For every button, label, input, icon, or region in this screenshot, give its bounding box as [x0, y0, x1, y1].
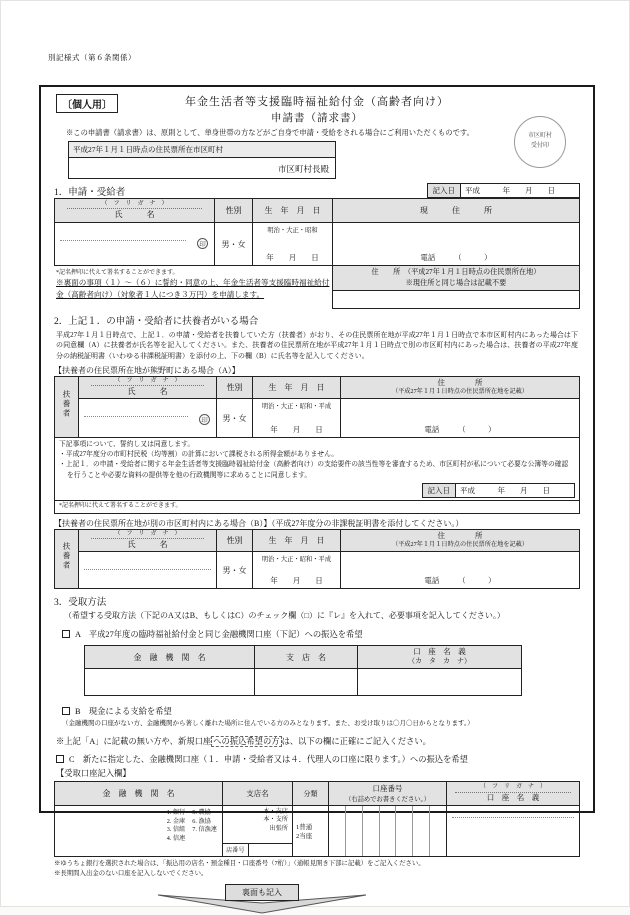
address-header-line2: （平成27年１月１日時点の住民票所在地を記載） [391, 388, 529, 396]
account-digit-grid [329, 806, 446, 856]
dormant-account-note: ※長期間入出金のない口座を記入しないでください。 [54, 870, 208, 878]
category-field[interactable] [293, 806, 329, 857]
account-no-line2: （右詰めでお書きください。） [344, 796, 430, 804]
account-digit-cell[interactable] [346, 806, 363, 856]
bank-type-6: 6. 漁協 [192, 817, 211, 825]
section1-header-row [54, 183, 580, 198]
birth-header: 生 年 月 日 [253, 199, 333, 223]
note-post: は、以下の欄に正確にご記入ください。 [281, 737, 431, 747]
bank-name-field[interactable] [55, 806, 223, 857]
category-ordinary: 1普通 [296, 824, 313, 832]
section3-intro: （希望する受取方法（下記のA又はB、もしくはC）のチェック欄（□）に『レ』を入れて、必要事項を記入してください。） [64, 611, 505, 621]
furigana-line [84, 569, 211, 570]
bottom-notes [54, 859, 580, 879]
gender-header: 性別 [217, 530, 253, 552]
furigana-line [84, 416, 188, 417]
phone-label: 電話 （ ） [424, 425, 496, 435]
bank-name-header: 金 融 機 関 名 [85, 646, 255, 669]
account-digit-cell[interactable] [430, 806, 446, 856]
registered-address-note: ※現住所と同じ場合は記載不要 [405, 278, 507, 287]
checkbox-a-icon[interactable] [62, 630, 70, 638]
account-no-line1: 口座番号 [372, 784, 403, 794]
dependentA-birth-field[interactable] [253, 399, 341, 438]
furigana-label: （ フ リ ガ ナ ） [455, 784, 571, 793]
holder-label: 口 座 名 義 [486, 792, 540, 802]
account-digit-cell[interactable] [380, 806, 397, 856]
dependent-row-label: 扶養者 [55, 530, 79, 589]
optionB-row [62, 705, 580, 717]
category-current: 2当座 [296, 833, 313, 841]
dependent-row-label: 扶養者 [55, 377, 79, 438]
bank-type-1: 1. 銀行 [166, 809, 186, 817]
branch-type-1: 本・支店 [263, 808, 288, 816]
form-header [54, 92, 580, 179]
optionA-branch-name-field[interactable] [255, 669, 358, 696]
branch-type-options [223, 806, 292, 843]
name-label: 氏 名 [127, 540, 168, 550]
addressee-box-label: 平成27年１月１日時点の住民票所在市区町村 [69, 142, 335, 158]
branch-type-3: 出張所 [269, 824, 288, 832]
entry-date-row [59, 483, 575, 498]
bank-name-header: 金 融 機 関 名 [55, 782, 223, 806]
new-account-note [56, 735, 580, 747]
section1-heading: 1．申請・受給者 [54, 188, 126, 198]
section3-heading: 3．受取方法 [54, 598, 107, 609]
yucho-note: ※ゆうちょ銀行を選択された場合は、「振込用の店名・預金種目・口座番号（7桁）」（通帳見開き下部に記載）をご記入ください。 [54, 860, 425, 868]
personal-use-badge: 〔個人用〕 [56, 94, 118, 113]
dependentB-birth-field[interactable] [253, 552, 341, 589]
name-header [79, 530, 217, 552]
addressee-field[interactable]: 市区町村長殿 [277, 164, 329, 174]
dependentB-name-field[interactable] [79, 552, 217, 589]
entry-date-box [427, 183, 581, 198]
furigana-line [452, 817, 574, 818]
address-header-line1: 住 所 [437, 378, 483, 388]
dependentB-address-field[interactable] [341, 552, 580, 589]
applicant-name-field[interactable] [55, 223, 215, 266]
optionC-row [56, 753, 580, 765]
holder-label-line2: （カ タ カ ナ） [408, 657, 471, 666]
era-options: 明治・大正・昭和・平成 [261, 556, 332, 564]
pledge-block [54, 438, 580, 514]
phone-label: 電話 （ ） [420, 253, 492, 262]
dependentB-gender-field[interactable]: 男・女 [217, 552, 253, 589]
applicant-gender-field[interactable]: 男・女 [215, 223, 253, 266]
birth-header: 生 年 月 日 [253, 377, 341, 399]
optionB-note: （金融機関の口座がない方、金融機関から著しく離れた場所に住んでいる方のみとなります。また、お受け取りは〇月〇日からとなります。） [62, 720, 474, 728]
bank-type-5: 5. 農協 [192, 809, 211, 817]
furigana-label: （ フ リ ガ ナ ） [91, 378, 204, 387]
date-ymd: 年 月 日 [270, 425, 323, 435]
dependentA-gender-field[interactable]: 男・女 [217, 399, 253, 438]
bank-type-2: 2. 金庫 [166, 817, 186, 825]
checkbox-b-icon[interactable] [62, 707, 70, 715]
form-title-line1: 年金生活者等支援臨時福祉給付金（高齢者向け） [185, 96, 449, 108]
tableB-caption: 【扶養者の住民票所在地が別の市区町村内にある場合（B）】（平成27年度分の非課税証明書を添付してください。） [54, 519, 464, 529]
receiving-account-table [54, 781, 580, 857]
date-ymd: 年 月 日 [270, 576, 323, 586]
registered-address-block [332, 265, 580, 309]
address-header-line1: 住 所 [437, 531, 483, 541]
sign-note: *記名押印に代えて署名することができます。 [55, 500, 579, 513]
dependentA-address-field[interactable] [341, 399, 580, 438]
date-ymd: 年 月 日 [266, 253, 319, 262]
furigana-line [60, 240, 186, 241]
bank-type-3: 3. 信組 [166, 826, 186, 834]
address-header [341, 530, 580, 552]
dependent-tableB [54, 529, 580, 589]
entry-date-label: 記入日 [428, 184, 462, 197]
applicant-address-field[interactable] [333, 223, 580, 266]
holder-header [447, 782, 580, 806]
dependentA-name-field[interactable] [79, 399, 217, 438]
account-digit-cell[interactable] [396, 806, 413, 856]
stamp-text-line2: 受付印 [530, 143, 549, 149]
account-no-header [329, 782, 447, 806]
holder-header [358, 646, 522, 669]
section1-notes [54, 266, 332, 309]
addressee-box [68, 141, 336, 179]
optionA-bank-name-field[interactable] [85, 669, 255, 696]
applicant-birth-field[interactable] [253, 223, 333, 266]
stamp-text-line1: 市区町村 [527, 133, 552, 140]
current-address-header: 現 住 所 [333, 199, 580, 223]
holder-label-line1: 口 座 名 義 [413, 647, 466, 657]
address-header-line2: （平成27年１月１日時点の住民票所在地を記載） [391, 541, 529, 549]
seal-icon: 印 [199, 414, 210, 425]
gender-header: 性別 [215, 199, 253, 223]
gender-header: 性別 [217, 377, 253, 399]
section2-heading: 2．上記１．の申請・受給者に扶養者がいる場合 [54, 316, 259, 327]
pledge-note: ※裏面の事項（１）～（６）に誓約・同意の上、年金生活者等支援臨時福祉給付金（高齢者向け）（対象者１人につき３万円）を申請します。 [56, 278, 330, 299]
note-pre: ※上記「A」に記載の無い方や、新規口座 [56, 737, 212, 747]
note-dashed-annotation: への振込希望の方 [213, 737, 280, 747]
registered-address-header [332, 265, 580, 291]
form-title-line2: 申請書（請求書） [271, 113, 363, 124]
phone-label: 電話 （ ） [424, 576, 496, 586]
bank-name-write-area[interactable] [55, 806, 167, 856]
registered-address-label: 住 所 （平成27年１月１日時点の住民票所在地） [371, 268, 541, 276]
name-header [79, 377, 217, 399]
entry-date-field[interactable]: 平成 年 月 日 [460, 485, 550, 495]
furigana-label: （ フ リ ガ ナ ） [91, 531, 204, 540]
form-outer-border [39, 85, 595, 897]
birth-header: 生 年 月 日 [253, 530, 341, 552]
tableA-caption: 【扶養者の住民票所在地が熊野町にある場合（A）】 [54, 366, 240, 376]
bank-type-options [167, 806, 222, 856]
name-label: 氏 名 [114, 210, 155, 220]
bank-type-7: 7. 信漁連 [192, 826, 217, 834]
optionA-row [62, 628, 580, 640]
account-digit-cell[interactable] [329, 806, 346, 856]
entry-date-field[interactable]: 平成 年 月 日 [465, 186, 555, 195]
receipt-stamp-circle-icon [514, 116, 566, 168]
form-reference: 別記様式（第６条関係） [48, 53, 136, 62]
era-options: 明治・大正・昭和・平成 [261, 403, 332, 411]
entry-date-box [422, 483, 576, 498]
sign-note: *記名押印に代えて署名することができます。 [56, 270, 179, 276]
dependent-tableA [54, 376, 580, 438]
category-header: 分類 [293, 782, 329, 806]
seal-icon: 印 [197, 238, 208, 249]
section2-paragraph: 平成27年１月１日時点で、上記１．の申請・受給者を扶養していた方（扶養者）がおり、その住民票所在地が平成27年１月１日時点で本市区町村内にあった場合は下の同意欄（A）に扶養者が氏名等を記入してください。また、扶養者の住民票所在地が平成27年１月１日時点で別の市区町村内にあった場合は、扶養者の平成27年度分の納税証明書（いわゆる非課税証明書）を添付の上、下の欄（B）に氏名等を記入してください。 [56, 330, 578, 360]
name-label: 氏 名 [127, 387, 168, 397]
name-header [55, 199, 215, 223]
optionA-holder-field[interactable] [358, 669, 522, 696]
branch-name-header: 支 店 名 [255, 646, 358, 669]
era-options: 明治・大正・昭和 [267, 227, 318, 234]
checkbox-c-icon[interactable] [56, 755, 64, 763]
branch-type-2: 本・支所 [263, 816, 288, 824]
holder-name-field[interactable] [447, 806, 580, 857]
bank-type-4: 4. 信連 [166, 835, 186, 843]
footer-arrow-area [54, 882, 580, 912]
branch-code-label: 店番号 [223, 844, 249, 856]
optionB-label: B 現金による支給を希望 [75, 707, 172, 717]
optionA-bank-table [84, 645, 522, 696]
account-digit-cell[interactable] [413, 806, 430, 856]
backside-entry-label: 裏面も記入 [225, 884, 299, 901]
applicant-table [54, 198, 580, 266]
furigana-label: （ フ リ ガ ナ ） [67, 201, 202, 210]
branch-name-header: 支店名 [223, 782, 293, 806]
branch-code-row[interactable] [223, 843, 292, 856]
pledge-item1: ・平成27年度分の市町村民税（均等割）の計算において課税される所得金額がありません。 [59, 451, 339, 459]
section1-lower-row [54, 266, 580, 309]
optionC-label: C 新たに指定した、金融機関口座（１．申請・受給者又は４．代理人の口座に限ります。）への振込を希望 [69, 755, 468, 765]
usage-note: ※この申請書（請求書）は、原則として、単身世帯の方などがご自身で申請・受給をされる場合にご利用いただくものです。 [66, 128, 474, 137]
account-digit-cell[interactable] [363, 806, 380, 856]
branch-name-field[interactable] [223, 806, 293, 857]
account-number-field[interactable] [329, 806, 447, 857]
entry-date-label: 記入日 [423, 484, 457, 497]
optionA-label: A 平成27年度の臨時福祉給付金と同じ金融機関口座（下記）への振込を希望 [75, 630, 363, 640]
account-entry-caption: 【受取口座記入欄】 [56, 769, 131, 779]
registered-address-field[interactable] [332, 291, 580, 309]
address-header [341, 377, 580, 399]
pledge-item2: ・上記１．の申請・受給者に関する年金生活者等支援臨時福祉給付金（高齢者向け）の支給要件の該当性等を審査するため、市区町村が私について必要な公簿等の確認を行うことや必要な資料の提供等を他の行政機関等に求めることに同意します。 [59, 461, 569, 479]
pledge-intro: 下記事項について、誓約し又は同意します。 [59, 441, 195, 449]
